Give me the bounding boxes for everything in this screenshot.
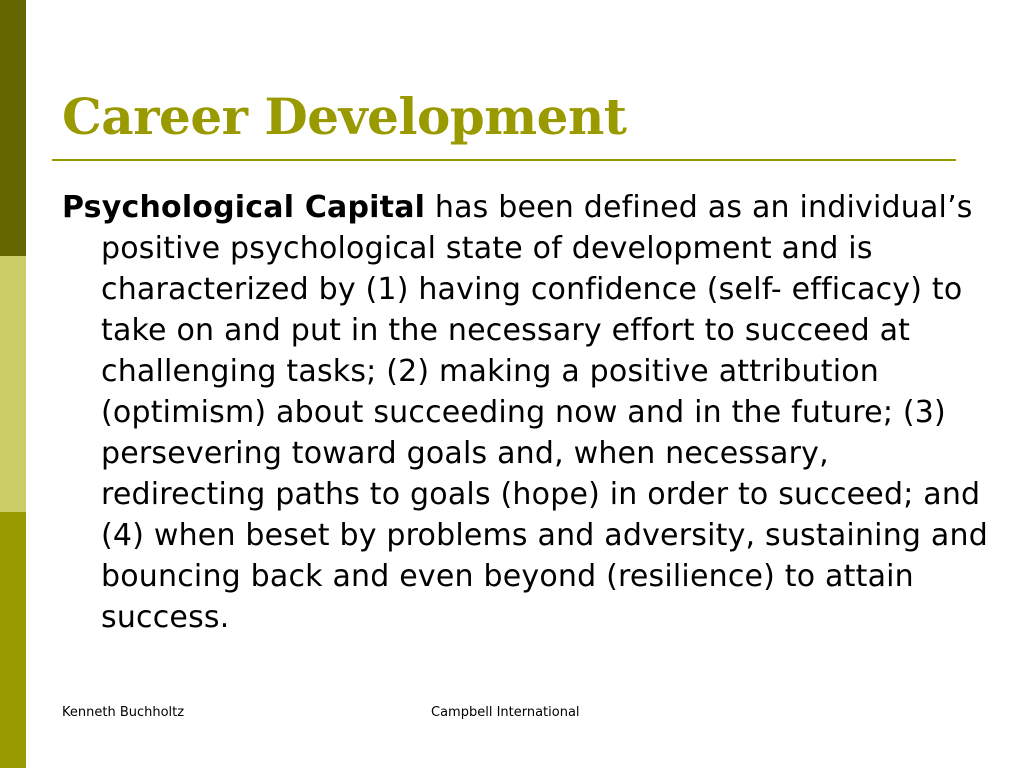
side-bar-olive (0, 512, 26, 768)
title-divider (52, 159, 956, 161)
body-term: Psychological Capital (62, 190, 426, 225)
slide-body (62, 187, 1001, 638)
footer-author: Kenneth Buchholtz (62, 705, 185, 720)
side-bar-light (0, 256, 26, 512)
body-definition: has been defined as an individual’s positive psychological state of development and is characterized by (1) having confidence (self- efficacy) to take on and put in the necessary effort to succeed at challenging tasks; (2) making a positive attribution (optimism) about succeeding now and in the future; (3) persevering toward goals and, when necessary, redirecting paths to goals (hope) in order to succeed; and (4) when beset by problems and adversity, sustaining and bouncing back and even beyond (resilience) to attain success. (101, 190, 988, 635)
footer-organization: Campbell International (431, 705, 580, 720)
slide-title: Career Development (62, 87, 627, 146)
side-bar-dark (0, 0, 26, 256)
